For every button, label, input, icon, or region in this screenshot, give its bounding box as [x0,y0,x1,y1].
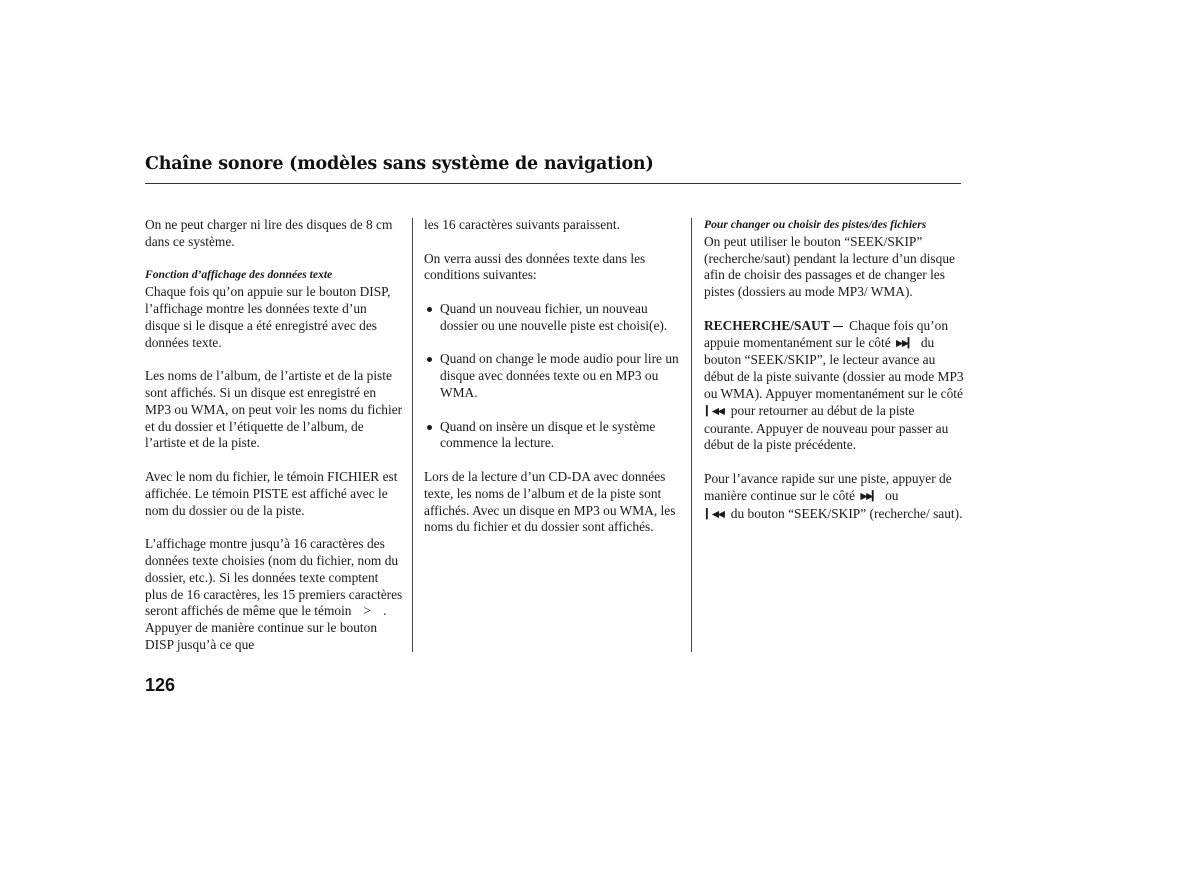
fast-forward-text-b: ou [885,487,899,503]
seek-skip-text-a: Chaque fois qu’on appuie momentanément sur le côté [704,317,949,350]
list-item [424,301,684,335]
character-limit-text-b: . Appuyer de manière continue sur le bouton DISP jusqu’à ce que [145,603,387,652]
seek-skip-paragraph [704,318,964,454]
disc-size-note: On ne peut charger ni lire des disques de 8 cm dans ce système. [145,217,393,249]
title-rule [145,183,961,184]
conditions-intro: On verra aussi des données texte dans les conditions suivantes: [424,250,646,283]
names-displayed-paragraph: Les noms de l’album, de l’artiste et de la piste sont affichés. Si un disque est enregistré en MP3 ou WMA, on peut voir les noms du fichier et du dossier et l’étiquette de l’album, de l’artiste et de la piste. [145,368,403,451]
column-divider-right [691,218,692,652]
page-number: 126 [145,675,176,695]
seek-skip-text-c: pour retourner au début de la piste courante. Appuyer de nouveau pour passer au début de la piste précédente. [704,402,949,453]
character-limit-text-a: L’affichage montre jusqu’à 16 caractères des données texte choisies (nom du fichier, nom du dossier, etc.). Si les données texte comptent plus de 16 caractères, les 15 premiers caractères seront affichés de même que le témoin [145,536,403,619]
skip-forward-icon: ▶▶▎ [860,491,878,502]
recherche-saut-heading: RECHERCHE/SAUT [704,317,830,333]
character-limit-paragraph [145,536,403,654]
list-item-text: Quand un nouveau fichier, un nouveau dossier ou une nouvelle piste est choisi(e). [440,300,668,333]
list-item-text: Quand on insère un disque et le système commence la lecture. [440,418,656,451]
fast-forward-paragraph [704,471,964,523]
indicator-paragraph: Avec le nom du fichier, le témoin FICHIER est affichée. Le témoin PISTE est affiché avec le nom du dossier ou de la piste. [145,468,398,518]
skip-forward-icon: ▶▶▎ [896,338,914,349]
disp-button-paragraph: Chaque fois qu’on appuie sur le bouton DISP, l’affichage montre les données texte d’un disque si le disque a été enregistré avec des données texte. [145,284,391,350]
fast-forward-text-a: Pour l’avance rapide sur une piste, appuyer de manière continue sur le côté [704,470,952,503]
seek-skip-intro: On peut utiliser le bouton “SEEK/SKIP” (recherche/saut) pendant la lecture d’un disque afin de choisir des passages et de changer les pistes (dossiers au mode MP3/ WMA). [704,233,955,300]
more-characters-indicator-icon: > [363,603,372,619]
continuation-paragraph: les 16 caractères suivants paraissent. [424,217,620,232]
column-middle [424,217,684,553]
list-item [424,419,684,453]
skip-back-icon: ▎◀◀ [706,509,724,520]
fast-forward-text-c: du bouton “SEEK/SKIP” (recherche/ saut). [730,505,963,521]
bullet-icon [427,307,432,312]
bullet-icon [427,357,432,362]
column-divider-left [412,218,413,652]
em-dash [833,326,843,327]
column-left [145,217,403,654]
section-heading-change-tracks: Pour changer ou choisir des pistes/des fichiers [704,218,927,231]
seek-skip-text-b: du bouton “SEEK/SKIP”, le lecteur avance au début de la piste suivante (dossier au mode MP3 ou WMA). Appuyer momentanément sur le côté [704,334,964,401]
skip-back-icon: ▎◀◀ [706,406,724,417]
list-item [424,351,684,401]
column-right [704,217,964,540]
cd-da-paragraph: Lors de la lecture d’un CD-DA avec données texte, les noms de l’album et de la piste sont affichés. Avec un disque en MP3 ou WMA, les noms du fichier et du dossier sont affichés. [424,468,676,535]
page-title: Chaîne sonore (modèles sans système de navigation) [145,154,654,174]
bullet-icon [427,425,432,430]
section-heading-text-display: Fonction d’affichage des données texte [145,268,333,282]
list-item-text: Quand on change le mode audio pour lire un disque avec données texte ou en MP3 ou WMA. [440,351,679,400]
